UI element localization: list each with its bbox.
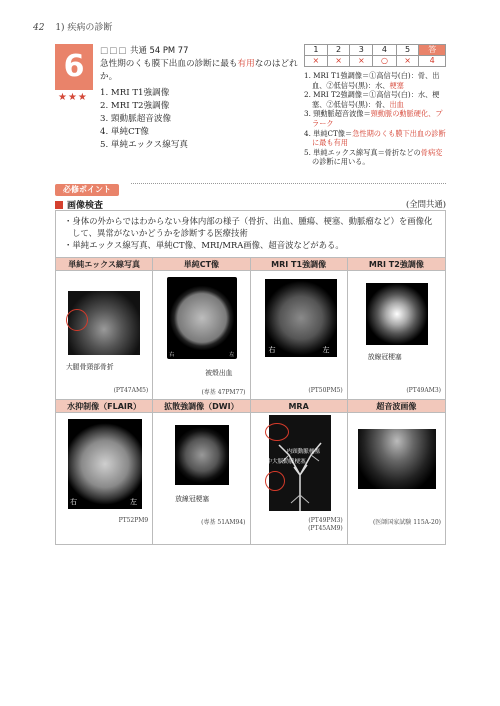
- image-cell-t1: MRI T1強調像 右 左 (PT50PM5): [251, 257, 348, 399]
- image-cell-ct: 単純CT像 右 左 被殻出血 (専基 47PM77): [153, 257, 250, 399]
- image-row: [56, 399, 445, 545]
- ct-image: [167, 277, 237, 359]
- question-number: 6: [55, 44, 93, 90]
- answer-panel: [304, 44, 446, 167]
- page-number: 42: [33, 23, 45, 33]
- explanation: 3. 頸動脈超音波像＝頸動脈の動脈硬化、プラーク: [304, 109, 443, 128]
- point-bar: [55, 177, 446, 194]
- image-cell-us: 超音波画像 (医師国家試験 115A-20): [348, 399, 445, 545]
- fracture-circle: [66, 309, 88, 331]
- point-tag: 必修ポイント: [55, 184, 119, 196]
- ultrasound-image: [358, 429, 436, 489]
- explanation: 5. 単純エックス線写真＝骨折などの骨病変の診断に用いる。: [304, 147, 443, 167]
- dwi-image: [175, 425, 229, 485]
- difficulty-stars: ★★★: [58, 92, 88, 103]
- dotted-divider: [131, 183, 446, 184]
- explanation: 2. MRI T2強調像＝①高信号(白)：水、梗塞、②低信号(黒)：骨、出血: [304, 90, 440, 109]
- explanation: 1. MRI T1強調像＝①高信号(白)：骨、出血、②低信号(黒)：水、梗塞: [304, 71, 440, 90]
- section-square-icon: [55, 201, 63, 209]
- option: 5. 単純エックス線写真: [100, 140, 189, 150]
- imaging-box: [55, 210, 446, 545]
- option: 1. MRI T1強調像: [100, 88, 170, 98]
- check-boxes[interactable]: □□□: [100, 46, 128, 56]
- image-row: [56, 257, 445, 399]
- section-title: 画像検査: [67, 201, 104, 211]
- question-source: 共通 54 PM 77: [130, 45, 189, 55]
- page-header: [33, 20, 112, 33]
- infarct-circle: [265, 471, 285, 491]
- option: 4. 単純CT像: [100, 127, 150, 137]
- option: 2. MRI T2強調像: [100, 101, 170, 111]
- answer-table: 1 2 3 4 5 答 × × × ○ × 4: [304, 44, 446, 67]
- image-grid: [56, 257, 445, 545]
- image-cell-t2: MRI T2強調像 放線冠梗塞 (PT49AM3): [348, 257, 445, 399]
- mri-t2-image: [366, 283, 428, 345]
- intro-text: ・身体の外からではわからない身体内部の様子（骨折、出血、腫瘍、梗塞、動脈瘤など）を画像化して、異常がないかどうかを診断する医療技術 ・単純エックス線写真、単純CT像、MRI/MRA画像、超音波などがある。: [64, 216, 433, 250]
- option-list: [100, 87, 300, 152]
- explanation: 4. 単純CT像＝急性期のくも膜下出血の診断に最も有用: [304, 128, 446, 148]
- option: 3. 頸動脈超音波像: [100, 114, 172, 124]
- flair-image: [68, 419, 142, 509]
- chapter-title: 1) 疾病の診断: [55, 23, 113, 33]
- question-text: [100, 44, 300, 152]
- image-cell-xray: 単純エックス線写真 大腿骨頸部骨折 (PT47AM5): [56, 257, 153, 399]
- image-cell-mra: MRA 内頸動脈梗塞 中大脳動脈梗塞 (PT49PM3) (PT45AM9): [251, 399, 348, 545]
- infarct-circle: [265, 423, 289, 441]
- image-cell-flair: 水抑制像（FLAIR） 右 左 PT52PM9: [56, 399, 153, 545]
- question-stem: 急性期のくも膜下出血の診断に最も有用なのはどれか。: [100, 59, 298, 82]
- section-scope: (全問共通): [405, 199, 446, 209]
- image-cell-dwi: 拡散強調像（DWI） 放線冠梗塞 (専基 51AM94): [153, 399, 250, 545]
